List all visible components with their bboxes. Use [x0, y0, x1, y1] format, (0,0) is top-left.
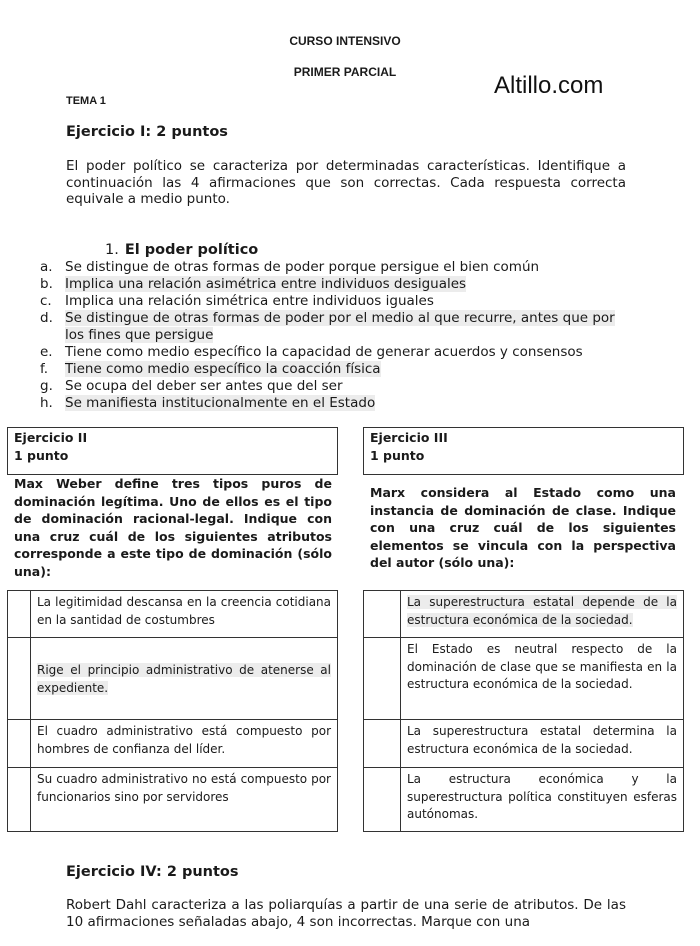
ex1-option[interactable] — [40, 276, 625, 293]
ex2-header-box — [7, 427, 338, 475]
ex2-table — [7, 590, 338, 832]
option-letter: h. — [40, 395, 53, 411]
answer-checkbox[interactable] — [364, 591, 401, 638]
ex4-intro: Robert Dahl caracteriza a las poliarquías a partir de una serie de atributos. De las 10 afirmaciones señaladas abajo, 4 son incorrectas. Marque con una — [66, 897, 626, 930]
answer-text-cell — [401, 638, 684, 720]
ex1-option[interactable] — [40, 259, 625, 276]
ex2-answer-row — [8, 768, 338, 832]
option-letter: g. — [40, 378, 53, 394]
ex1-intro: El poder político se caracteriza por determinadas características. Identifique a continuación las 4 afirmaciones que son correctas. Cada respuesta correcta equivale a medio punto. — [66, 158, 626, 207]
course-title: CURSO INTENSIVO — [289, 34, 401, 48]
site-logo[interactable]: Altillo.com — [494, 72, 604, 99]
answer-text-cell — [401, 720, 684, 768]
option-highlight: Se distingue de otras formas de poder por el medio al que recurre, antes que por los fines que persigue — [65, 310, 615, 343]
ex3-header-box — [363, 427, 684, 475]
ex3-answer-row — [364, 768, 684, 832]
option-text: Tiene como medio específico la capacidad de generar acuerdos y consensos — [65, 344, 583, 360]
ex2-title: Ejercicio II — [14, 430, 88, 445]
ex4-title: Ejercicio IV: 2 puntos — [66, 864, 239, 880]
answer-text-cell — [31, 638, 338, 720]
answer-checkbox[interactable] — [8, 638, 31, 720]
option-highlight: Se manifiesta institucionalmente en el Estado — [65, 395, 376, 411]
ex3-answer-row — [364, 720, 684, 768]
answer-text-cell — [401, 591, 684, 638]
answer-checkbox[interactable] — [364, 720, 401, 768]
ex2-answer-row — [8, 720, 338, 768]
topic-label: TEMA 1 — [66, 95, 106, 107]
option-text — [65, 310, 625, 344]
answer-checkbox[interactable] — [8, 591, 31, 638]
option-text: Implica una relación simétrica entre individuos iguales — [65, 293, 434, 309]
answer-text: Su cuadro administrativo no está compuesto por funcionarios sino por servidores — [37, 772, 331, 804]
answer-checkbox[interactable] — [8, 720, 31, 768]
ex3-answer-row — [364, 638, 684, 720]
answer-checkbox[interactable] — [364, 768, 401, 832]
answer-text-cell — [31, 591, 338, 638]
option-letter: b. — [40, 276, 53, 292]
ex1-option[interactable] — [40, 344, 625, 361]
answer-text: La estructura económica y la superestructura política constituyen esferas autónomas. — [407, 772, 677, 822]
ex3-table — [363, 590, 684, 832]
ex2-answer-row — [8, 638, 338, 720]
answer-text: El Estado es neutral respecto de la dominación de clase que se manifiesta en la estructura económica de la sociedad. — [407, 642, 677, 692]
ex3-prompt: Marx considera al Estado como una instancia de dominación de clase. Indique con una cruz cuál de los siguientes elementos se vincula con la perspectiva del autor (sólo una): — [370, 485, 676, 571]
option-text: Se distingue de otras formas de poder porque persigue el bien común — [65, 259, 540, 275]
ex1-option[interactable] — [40, 361, 625, 378]
ex3-points: 1 punto — [370, 448, 425, 463]
answer-text: La superestructura estatal determina la estructura económica de la sociedad. — [407, 724, 677, 756]
option-text — [65, 276, 625, 293]
ex1-question-title — [105, 242, 258, 258]
ex1-option[interactable] — [40, 310, 625, 344]
option-text — [65, 395, 625, 412]
option-letter: e. — [40, 344, 53, 360]
answer-text-cell — [31, 720, 338, 768]
option-letter: a. — [40, 259, 53, 275]
question-number: 1. — [105, 242, 119, 258]
answer-text: La legitimidad descansa en la creencia cotidiana en la santidad de costumbres — [37, 595, 331, 627]
answer-text: La superestructura estatal depende de la estructura económica de la sociedad. — [407, 595, 677, 627]
answer-checkbox[interactable] — [364, 638, 401, 720]
ex1-title: Ejercicio I: 2 puntos — [66, 124, 228, 140]
answer-text-cell — [31, 768, 338, 832]
ex1-option[interactable] — [40, 293, 625, 310]
answer-checkbox[interactable] — [8, 768, 31, 832]
ex2-points: 1 punto — [14, 448, 69, 463]
option-text: Se ocupa del deber ser antes que del ser — [65, 378, 343, 394]
exam-title: PRIMER PARCIAL — [293, 65, 397, 79]
option-letter: d. — [40, 310, 53, 326]
option-letter: c. — [40, 293, 52, 309]
ex3-answer-row — [364, 591, 684, 638]
ex1-option[interactable] — [40, 395, 625, 412]
option-highlight: Implica una relación asimétrica entre individuos desiguales — [65, 276, 467, 292]
ex2-answer-row — [8, 591, 338, 638]
question-title: El poder político — [124, 242, 259, 258]
option-highlight: Tiene como medio específico la coacción física — [65, 361, 381, 377]
ex2-prompt: Max Weber define tres tipos puros de dominación legítima. Uno de ellos es el tipo de dominación racional-legal. Indique con una cruz cuál de los siguientes atributos corresponde a este tipo de dominación (sólo una): — [14, 476, 332, 579]
ex1-option[interactable] — [40, 378, 625, 395]
answer-text: Rige el principio administrativo de atenerse al expediente. — [37, 663, 331, 695]
option-letter: f. — [40, 361, 49, 377]
option-text — [65, 361, 625, 378]
answer-text: El cuadro administrativo está compuesto por hombres de confianza del líder. — [37, 724, 331, 756]
ex3-title: Ejercicio III — [370, 430, 448, 445]
answer-text-cell — [401, 768, 684, 832]
